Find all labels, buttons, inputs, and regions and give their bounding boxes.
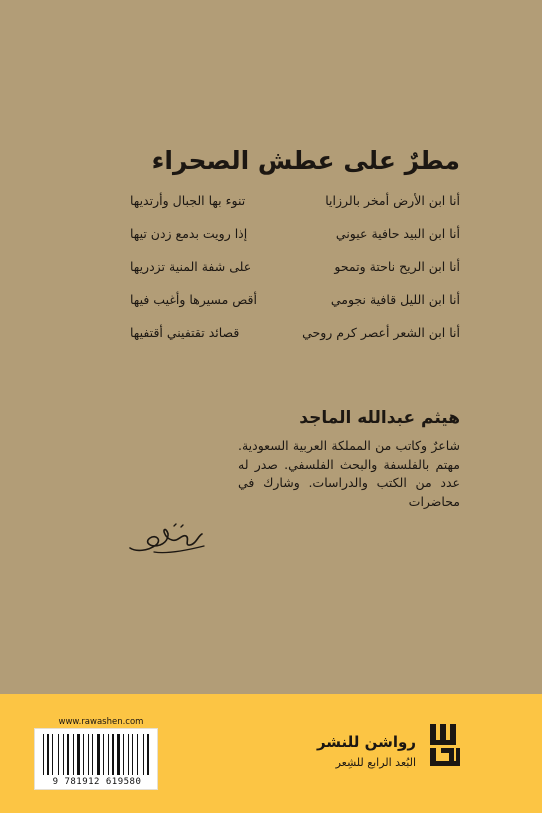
author-name: هيثم عبدالله الماجد <box>299 408 460 428</box>
verse-first-half: أنا ابن الريح ناحتة وتمحو <box>334 259 460 274</box>
verse-second-half: أقص مسيرها وأغيب فيها <box>130 292 258 307</box>
verse-4 <box>124 292 460 325</box>
verse-first-half: أنا ابن الشعر أعصر كرم روحي <box>302 325 460 340</box>
verse-second-half: على شفة المنية تزدريها <box>130 259 252 274</box>
verse-second-half: إذا رويت بدمع زدن تيها <box>130 226 248 241</box>
verse-first-half: أنا ابن البيد حافية عيوني <box>335 226 460 241</box>
author-bio: شاعرٌ وكاتب من المملكة العربية السعودية. مهتم بالفلسفة والبحث الفلسفي. صدر له عدد من الكتب والدراسات. وشارك في محاضرات <box>238 438 460 509</box>
verse-second-half: تنوء بها الجبال وأرتديها <box>130 193 246 208</box>
verse-3 <box>124 259 460 292</box>
book-title: مطرٌ على عطش الصحراء <box>151 146 460 175</box>
signature-icon <box>126 518 208 558</box>
verse-second-half: قصائد تقتفيني أقتفيها <box>130 325 240 340</box>
isbn-number: 9 781912 619580 <box>52 777 142 787</box>
barcode-bars-icon <box>35 729 159 777</box>
verse-first-half: أنا ابن الليل قافية نجومي <box>330 292 460 307</box>
verse-2 <box>124 226 460 259</box>
publisher-logo-icon <box>428 722 462 768</box>
publisher-tagline: البُعد الرابع للشِعر <box>335 756 416 769</box>
publisher-website: www.rawashen.com <box>58 717 144 727</box>
verse-first-half: أنا ابن الأرض أمخر بالرزايا <box>325 193 460 208</box>
barcode <box>34 728 158 790</box>
publisher-name: رواشن للنشر <box>316 733 416 751</box>
poem <box>124 193 460 358</box>
verse-1 <box>124 193 460 226</box>
verse-5 <box>124 325 460 358</box>
